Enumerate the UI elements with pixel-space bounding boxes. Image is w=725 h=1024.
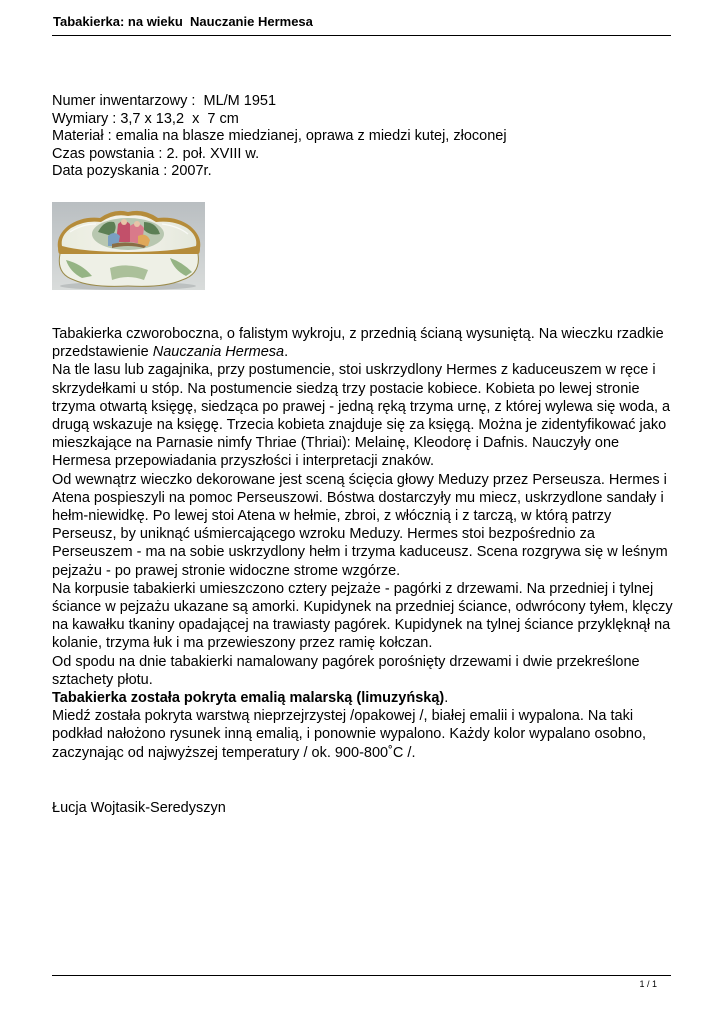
- page-header-title: Tabakierka: na wieku Nauczanie Hermesa: [53, 14, 313, 29]
- snuffbox-photo: [52, 202, 205, 290]
- author-signature: Łucja Wojtasik-Seredyszyn: [52, 800, 226, 816]
- technique-end: .: [444, 690, 449, 707]
- paragraph-intro: [52, 325, 674, 361]
- footer-divider: [52, 975, 671, 976]
- paragraph-lid-scene: Na tle lasu lub zagajnika, przy postumencie, stoi uskrzydlony Hermes z kaduceuszem w ręce i skrzydełkami u stóp. Na postumencie siedzą trzy postacie kobiece. Kobieta po lewej stronie trzyma otwartą księgę, siedząca po prawej - jedną ręką trzyma urnę, z której wylewa się woda, a drugą wskazuje na księgę. Trzecia kobieta znajduje się za księgą. Można je zidentyfikować jako mieszkające na Parnasie nimfy Thriae (Thriai): Melainę, Kleodorę i Dafnis. Nauczyły one Hermesa przepowiadania przyszłości i interpretacji znaków.: [52, 362, 671, 470]
- paragraph-bottom: Od spodu na dnie tabakierki namalowany pagórek porośnięty drzewami i dwie przekreślone sztachety płotu.: [52, 653, 640, 688]
- paragraph-body-landscapes: Na korpusie tabakierki umieszczono cztery pejzaże - pagórki z drzewami. Na przedniej i tylnej ściance w pejzażu ukazane są amorki. Kupidynek na przedniej ściance, odwrócony tyłem, klęczy na kawałku tkaniny opadającej na trawiasty pagórek. Kupidynek na tylnej ściance przyklęknął na kolanie, trzyma łuk i ma przewieszony przez ramię kołczan.: [52, 580, 673, 652]
- creation-date: Czas powstania : 2. poł. XVIII w.: [52, 145, 260, 162]
- technique-bold: Tabakierka została pokryta emalią malarską (limuzyńską): [52, 690, 445, 707]
- inventory-number: Numer inwentarzowy : ML/M 1951: [52, 93, 277, 109]
- paragraph-technique: Miedź została pokryta warstwą nieprzejrzystej /opakowej /, białej emalii i wypalona. Na taki podkład nałożono rysunek inną emalią, i ponownie wypalono. Każdy kolor wypalano osobno, zaczynając od najwyższej temperatury / ok. 900-800˚C /.: [52, 708, 647, 761]
- material: Materiał : emalia na blasze miedzianej, oprawa z miedzi kutej, złoconej: [52, 128, 507, 145]
- paragraph-technique-heading: [52, 689, 674, 707]
- intro-italic-title: Nauczania Hermesa: [152, 344, 285, 361]
- acquisition-date: Data pozyskania : 2007r.: [52, 163, 212, 180]
- paragraph-inner-lid: Od wewnątrz wieczko dekorowane jest sceną ścięcia głowy Meduzy przez Perseusza. Hermes i Atena pospieszyli na pomoc Perseuszowi. Bóstwa dostarczyły mu miecz, uskrzydlone sandały i hełm-niewidkę. Po lewej stoi Atena w hełmie, zbroi, z włócznią i z tarczą, w którą patrzy Perseusz, by uniknąć uśmiercającego wzroku Meduzy. Hermes stoi bezpośrednio za Perseuszem - ma na sobie uskrzydlony hełm i trzyma kaduceusz. Scena rozgrywa się w leśnym pejzażu - po prawej stronie widoczne strome wzgórze.: [52, 471, 668, 579]
- intro-end: .: [284, 344, 289, 361]
- page-number: 1 / 1: [639, 979, 657, 989]
- header-divider: [52, 35, 671, 36]
- metadata-block: [52, 93, 507, 181]
- dimensions: Wymiary : 3,7 x 13,2 x 7 cm: [52, 110, 239, 127]
- intro-text: Tabakierka czworoboczna, o falistym wykroju, z przednią ścianą wysuniętą. Na wieczku rzadkie przedstawienie: [52, 326, 664, 361]
- description-body: [52, 325, 674, 762]
